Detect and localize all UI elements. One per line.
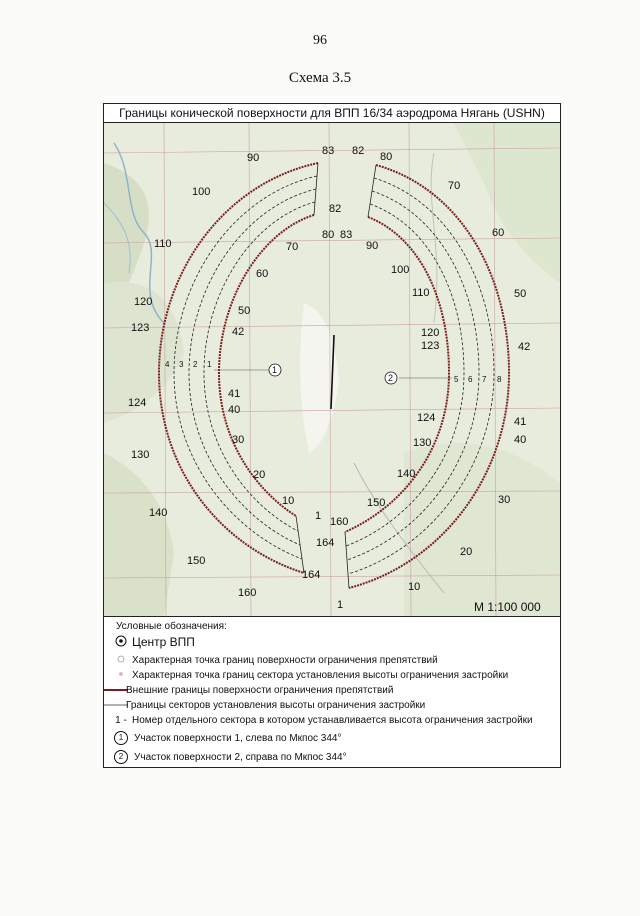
label-left-outer-110: 110 [154, 238, 172, 250]
label-right-inner-120: 120 [421, 327, 440, 339]
surface-2-icon: 2 [114, 750, 128, 764]
label-left-outer-123: 123 [131, 322, 150, 334]
label-left-inner-40: 40 [228, 404, 241, 416]
label-right-outer-1: 1 [337, 599, 344, 611]
label-left-inner-1: 1 [315, 510, 322, 522]
label-left-inner-50: 50 [238, 305, 251, 317]
label-right-inner-123: 123 [421, 340, 440, 352]
label-left-inner-42: 42 [232, 326, 245, 338]
label-left-outer-150: 150 [187, 555, 206, 567]
legend-item-surface-1: 1 Участок поверхности 1, слева по Мкпос 344° [110, 731, 341, 745]
surface-1-marker: 1 [272, 365, 278, 375]
label-right-inner-130: 130 [413, 437, 432, 449]
surface-point-icon [110, 655, 132, 666]
label-right-inner-140: 140 [397, 468, 416, 480]
label-right-outer-50: 50 [514, 288, 527, 300]
label-right-outer-42: 42 [518, 341, 531, 353]
label-right-outer-60: 60 [492, 227, 505, 239]
outer-boundary-line-icon [104, 685, 126, 696]
label-left-outer-140: 140 [149, 507, 168, 519]
label-left-inner-30: 30 [232, 434, 245, 446]
label-right-outer-41: 41 [514, 416, 527, 428]
legend-item-sector-number: 1 - Номер отдельного сектора в котором устанавливается высота ограничения застройки [115, 714, 533, 726]
sector-point-icon [110, 670, 132, 681]
label-right-inner-90: 90 [366, 240, 379, 252]
sector-number-2: 2 [193, 360, 198, 369]
label-left-inner-41: 41 [228, 388, 241, 400]
legend-item-surface-2: 2 Участок поверхности 2, справа по Мкпос 344° [110, 750, 347, 764]
scheme-title: Схема 3.5 [288, 70, 352, 86]
sector-number-4: 4 [165, 360, 170, 369]
label-left-outer-120: 120 [134, 296, 153, 308]
sector-number-1: 1 [207, 360, 212, 369]
label-right-outer-30: 30 [498, 494, 511, 506]
legend-item-outer-boundary: Внешние границы поверхности ограничения препятствий [104, 683, 393, 697]
surface-1-icon: 1 [114, 731, 128, 745]
runway-center-icon [110, 635, 132, 650]
label-left-inner-70: 70 [286, 241, 299, 253]
surface-2-marker: 2 [388, 373, 394, 383]
label-left-inner-83: 83 [340, 229, 353, 241]
label-right-outer-20: 20 [460, 546, 473, 558]
label-right-inner-150: 150 [367, 497, 386, 509]
page-number: 96 [313, 33, 327, 48]
label-left-outer-100: 100 [192, 186, 211, 198]
label-left-inner-10: 10 [282, 495, 295, 507]
label-right-outer-10: 10 [408, 581, 421, 593]
label-left-inner-60: 60 [256, 268, 269, 280]
label-top-82: 82 [352, 145, 365, 157]
legend [104, 616, 560, 768]
label-right-outer-40: 40 [514, 434, 527, 446]
label-left-outer-124: 124 [128, 397, 147, 409]
sector-number-6: 6 [468, 375, 473, 384]
label-left-inner-164a: 164 [316, 537, 335, 549]
label-right-inner-124: 124 [417, 412, 436, 424]
label-right-inner-160: 160 [330, 516, 349, 528]
label-left-inner-164b: 164 [302, 569, 321, 581]
label-right-inner-100: 100 [391, 264, 410, 276]
sector-boundary-line-icon [104, 700, 126, 711]
sector-number-7: 7 [482, 375, 487, 384]
label-top-83: 83 [322, 145, 335, 157]
map-drawing [104, 123, 560, 616]
legend-item-sector-point: Характерная точка границ сектора установления высоты ограничения застройки [110, 668, 508, 682]
label-left-inner-20: 20 [253, 469, 266, 481]
sector-number-3: 3 [179, 360, 184, 369]
label-left-outer-130: 130 [131, 449, 150, 461]
label-top-80: 80 [380, 151, 393, 163]
sector-number-5: 5 [454, 375, 459, 384]
label-left-outer-90: 90 [247, 152, 260, 164]
label-left-inner-80: 80 [322, 229, 335, 241]
label-right-outer-70: 70 [448, 180, 461, 192]
sector-number-8: 8 [497, 375, 502, 384]
map-scale: М 1:100 000 [474, 600, 541, 614]
label-left-inner-82: 82 [329, 203, 342, 215]
map-area [104, 123, 560, 616]
legend-item-sector-boundary: Границы секторов установления высоты ограничения застройки [104, 698, 425, 712]
map-title: Границы конической поверхности для ВПП 16/34 аэродрома Нягань (USHN) [104, 104, 560, 123]
legend-item-runway-center: Центр ВПП [110, 635, 195, 649]
label-right-inner-110: 110 [412, 287, 430, 299]
label-left-outer-160: 160 [238, 587, 257, 599]
legend-item-surface-point: Характерная точка границ поверхности ограничения препятствий [110, 653, 438, 667]
map-frame [103, 103, 561, 768]
legend-title: Условные обозначения: [116, 621, 227, 632]
